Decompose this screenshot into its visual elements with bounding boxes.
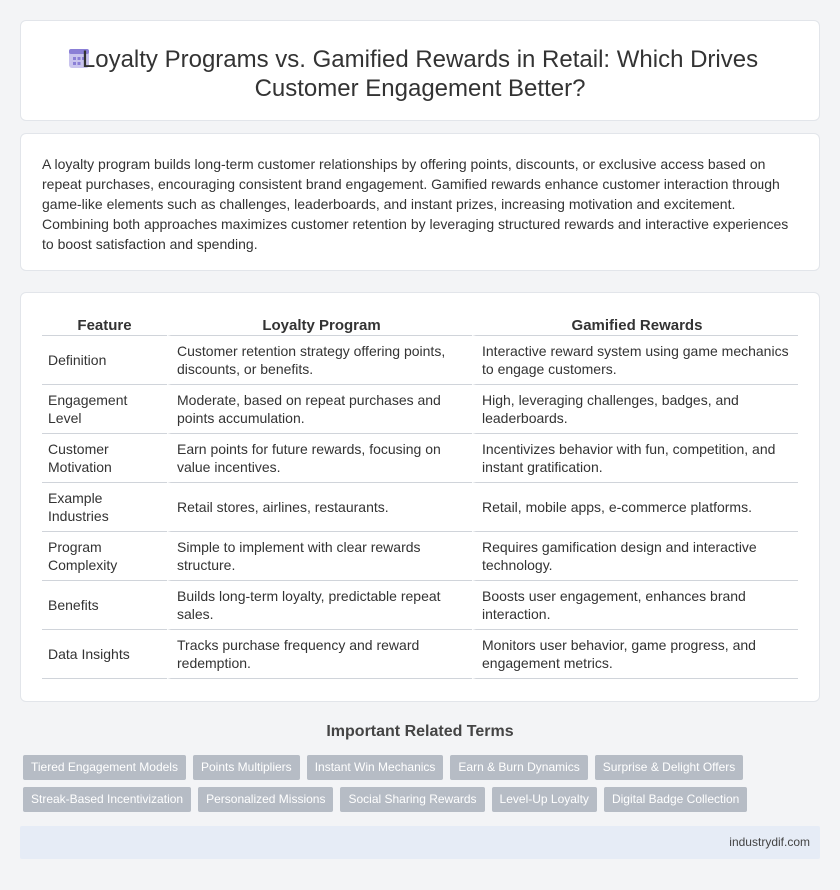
table-row (42, 532, 798, 581)
feature-cell: Benefits (42, 581, 167, 630)
feature-cell: Example Industries (42, 483, 167, 532)
footer (20, 826, 820, 859)
related-term-tag[interactable]: Level-Up Loyalty (492, 787, 597, 812)
related-term-tag[interactable]: Digital Badge Collection (604, 787, 747, 812)
table-row (42, 336, 798, 385)
title-card (20, 20, 820, 121)
comparison-card (20, 292, 820, 702)
gamified-cell: Interactive reward system using game mechanics to engage customers. (472, 336, 798, 385)
loyalty-cell: Customer retention strategy offering points, discounts, or benefits. (167, 336, 472, 385)
related-terms-tags (23, 755, 823, 812)
gamified-cell: High, leveraging challenges, badges, and leaderboards. (472, 385, 798, 434)
comparison-table (42, 315, 798, 679)
related-term-tag[interactable]: Streak-Based Incentivization (23, 787, 191, 812)
loyalty-cell: Builds long-term loyalty, predictable repeat sales. (167, 581, 472, 630)
table-row (42, 630, 798, 679)
footer-site-link[interactable]: industrydif.com (729, 835, 810, 849)
gamified-cell: Boosts user engagement, enhances brand interaction. (472, 581, 798, 630)
feature-cell: Data Insights (42, 630, 167, 679)
loyalty-cell: Tracks purchase frequency and reward redemption. (167, 630, 472, 679)
table-row (42, 581, 798, 630)
related-term-tag[interactable]: Earn & Burn Dynamics (450, 755, 587, 780)
related-term-tag[interactable]: Instant Win Mechanics (307, 755, 444, 780)
header-gamified-rewards: Gamified Rewards (472, 315, 798, 336)
related-term-tag[interactable]: Surprise & Delight Offers (595, 755, 744, 780)
gamified-cell: Retail, mobile apps, e-commerce platforms. (472, 483, 798, 532)
gamified-cell: Incentivizes behavior with fun, competition, and instant gratification. (472, 434, 798, 483)
gamified-cell: Monitors user behavior, game progress, and engagement metrics. (472, 630, 798, 679)
gamified-cell: Requires gamification design and interactive technology. (472, 532, 798, 581)
feature-cell: Program Complexity (42, 532, 167, 581)
intro-card (20, 133, 820, 271)
loyalty-cell: Moderate, based on repeat purchases and points accumulation. (167, 385, 472, 434)
loyalty-cell: Earn points for future rewards, focusing on value incentives. (167, 434, 472, 483)
table-row (42, 385, 798, 434)
feature-cell: Definition (42, 336, 167, 385)
table-header-row (42, 315, 798, 336)
table-row (42, 434, 798, 483)
loyalty-cell: Simple to implement with clear rewards structure. (167, 532, 472, 581)
related-term-tag[interactable]: Personalized Missions (198, 787, 333, 812)
related-term-tag[interactable]: Points Multipliers (193, 755, 300, 780)
related-terms-title: Important Related Terms (326, 723, 514, 740)
loyalty-cell: Retail stores, airlines, restaurants. (167, 483, 472, 532)
header-loyalty-program: Loyalty Program (167, 315, 472, 336)
header-feature: Feature (42, 315, 167, 336)
feature-cell: Engagement Level (42, 385, 167, 434)
related-term-tag[interactable]: Social Sharing Rewards (340, 787, 484, 812)
intro-paragraph: A loyalty program builds long-term customer relationships by offering points, discounts, or exclusive access based on repeat purchases, encouraging consistent brand engagement. Gamified rewards enhance customer interaction through game-like elements such as challenges, leaderboards, and instant prizes, increasing motivation and excitement. Combining both approaches maximizes customer retention by leveraging structured rewards and interactive experiences to boost satisfaction and spending. (42, 156, 789, 252)
table-row (42, 483, 798, 532)
page-title: Loyalty Programs vs. Gamified Rewards in Retail: Which Drives Customer Engagement Better? (81, 46, 759, 102)
feature-cell: Customer Motivation (42, 434, 167, 483)
related-term-tag[interactable]: Tiered Engagement Models (23, 755, 186, 780)
